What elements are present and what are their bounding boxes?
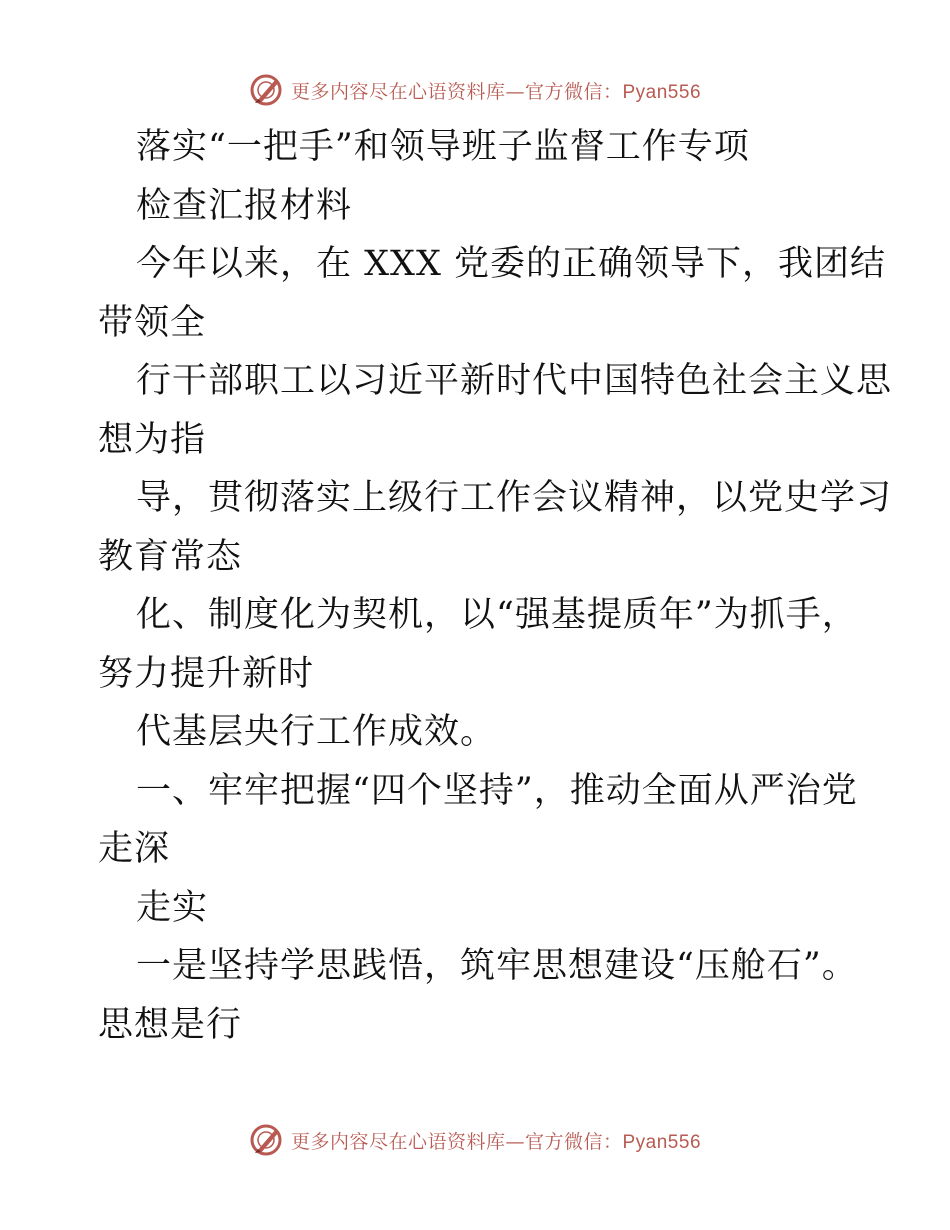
paragraph-line: 走实	[136, 887, 209, 928]
pen-seal-icon	[249, 73, 283, 107]
paragraph-line: 思想是行	[98, 1004, 243, 1045]
watermark-text: 更多内容尽在心语资料库—官方微信：Pyan556	[290, 1130, 702, 1153]
pen-seal-icon	[249, 1123, 283, 1157]
paragraph-line: 今年以来，在 XXX 党委的正确领导下，我团结	[136, 244, 887, 284]
paragraph-line: 一、牢牢把握“四个坚持”，推动全面从严治党	[136, 770, 858, 811]
paragraph-line: 导，贯彻落实上级行工作会议精神，以党史学习	[136, 478, 893, 518]
paragraph-line: 努力提升新时	[98, 653, 315, 694]
paragraph-line: 想为指	[98, 419, 207, 460]
paragraph-line: 落实“一把手”和领导班子监督工作专项	[136, 127, 750, 167]
paragraph-line: 行干部职工以习近平新时代中国特色社会主义思	[136, 361, 893, 401]
watermark-handle: Pyan556	[622, 81, 702, 103]
document-body	[98, 118, 893, 1054]
paragraph-line: 检查汇报材料	[136, 185, 353, 226]
paragraph-line: 走深	[98, 829, 171, 869]
paragraph-line: 教育常态	[98, 536, 243, 577]
paragraph-line: 化、制度化为契机，以“强基提质年”为抓手，	[136, 595, 858, 635]
watermark-text: 更多内容尽在心语资料库—官方微信：Pyan556	[290, 80, 702, 103]
paragraph-line: 一是坚持学思践悟，筑牢思想建设“压舱石”。	[136, 946, 858, 986]
footer-watermark	[0, 1120, 950, 1160]
watermark-handle: Pyan556	[622, 1131, 702, 1153]
header-watermark	[0, 70, 950, 110]
paragraph-line: 代基层央行工作成效。	[136, 712, 497, 752]
paragraph-line: 带领全	[98, 302, 207, 343]
